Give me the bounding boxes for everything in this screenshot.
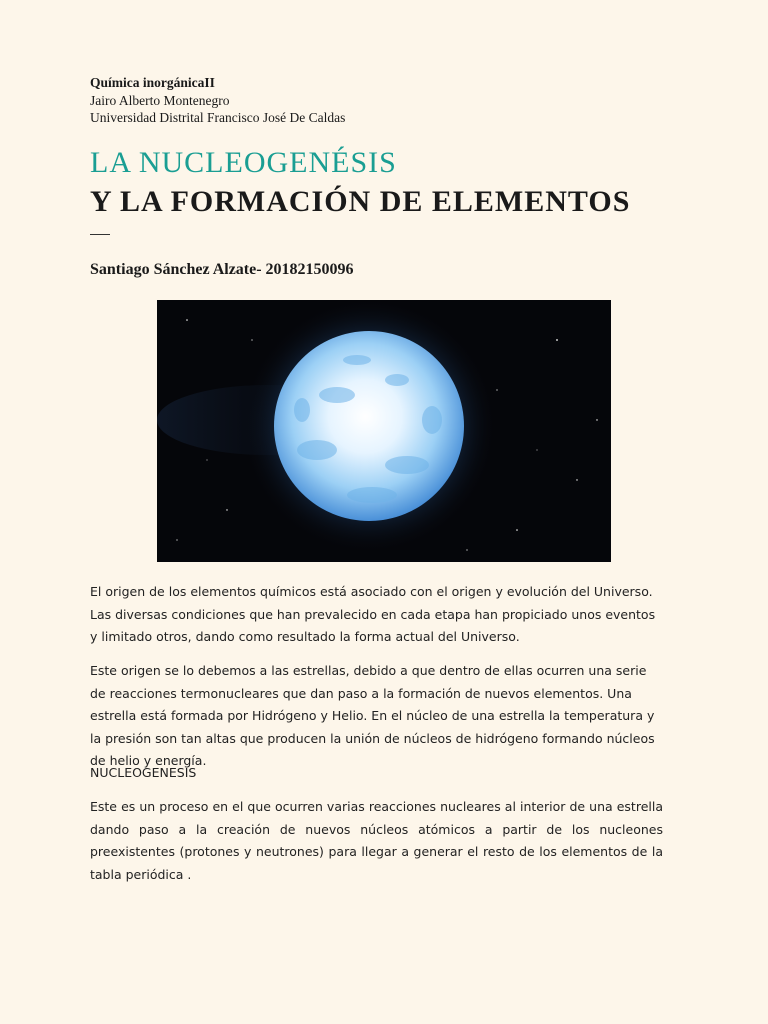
title-line-1: LA NUCLEOGENÉSIS [90,146,397,179]
star-illustration [157,300,611,562]
header-block [90,74,345,127]
university-name: Universidad Distrital Francisco José De Caldas [90,110,346,125]
title-line-2: Y LA FORMACIÓN DE ELEMENTOS [90,185,631,218]
course-name: Química inorgánicaII [90,75,215,90]
professor-name: Jairo Alberto Montenegro [90,92,230,108]
author-line: Santiago Sánchez Alzate- 20182150096 [90,261,354,278]
title-divider [90,234,110,235]
blue-star-photo [157,300,611,562]
section-heading: NUCLEOGENESIS [90,765,197,780]
paragraph-3: Este es un proceso en el que ocurren varias reacciones nucleares al interior de una estrella dando paso a la creación de nuevos núcleos atómicos a partir de los nucleones preexistentes (protones y neutrones) para llegar a generar el resto de los elementos de la tabla periódica . [90,799,663,882]
paragraph-2: Este origen se lo debemos a las estrellas, debido a que dentro de ellas ocurren una serie de reacciones termonucleares que dan paso a la formación de nuevos elementos. Una estrella está formada por Hidrógeno y Helio. En el núcleo de una estrella la temperatura y la presión son tan altas que producen la unión de núcleos de hidrógeno formando núcleos de helio y energía. [90,663,655,768]
paragraph-1: El origen de los elementos químicos está asociado con el origen y evolución del Universo. Las diversas condiciones que han prevalecido en cada etapa han propiciado unos eventos y limitado otros, dando como resultado la forma actual del Universo. [90,584,656,644]
